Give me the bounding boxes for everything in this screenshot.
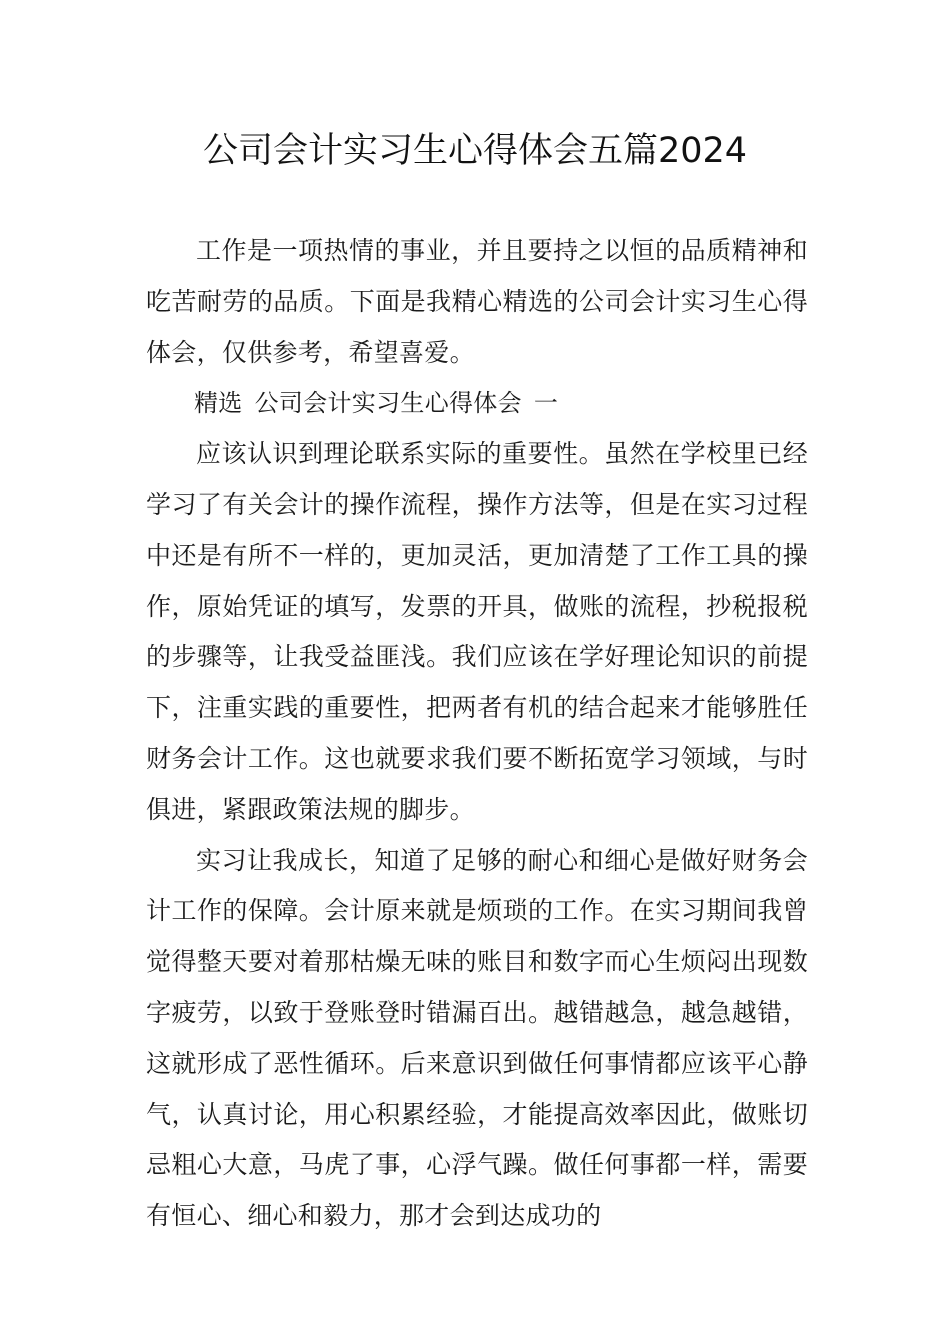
section-heading-prefix: 精选 [194, 389, 243, 418]
body-paragraph-2: 实习让我成长，知道了足够的耐心和细心是做好财务会计工作的保障。会计原来就是烦琐的工作。在实习期间我曾觉得整天要对着那枯燥无味的账目和数字而心生烦闷出现数字疲劳，以致于登账登时错漏百出。越错越急，越急越错，这就形成了恶性循环。后来意识到做任何事情都应该平心静气，认真讨论，用心积累经验，才能提高效率因此，做账切忌粗心大意，马虎了事，心浮气躁。做任何事都一样，需要有恒心、细心和毅力，那才会到达成功的 [146, 845, 808, 1231]
section-heading-number: 一 [533, 389, 559, 418]
body-paragraph-1: 应该认识到理论联系实际的重要性。虽然在学校里已经学习了有关会计的操作流程，操作方法等，但是在实习过程中还是有所不一样的，更加灵活，更加清楚了工作工具的操作，原始凭证的填写，发票的开具，做账的流程，抄税报税的步骤等，让我受益匪浅。我们应该在学好理论知识的前提下，注重实践的重要性，把两者有机的结合起来才能够胜任财务会计工作。这也就要求我们要不断拓宽学习领域，与时俱进，紧跟政策法规的脚步。 [146, 439, 808, 824]
document-title: 公司会计实习生心得体会五篇2024 [202, 131, 748, 171]
intro-paragraph: 工作是一项热情的事业，并且要持之以恒的品质精神和吃苦耐劳的品质。下面是我精心精选的公司会计实习生心得体会，仅供参考，希望喜爱。 [146, 236, 808, 367]
section-heading [146, 378, 808, 429]
document-body [146, 226, 808, 1242]
section-heading-name: 公司会计实习生心得体会 [254, 389, 522, 418]
